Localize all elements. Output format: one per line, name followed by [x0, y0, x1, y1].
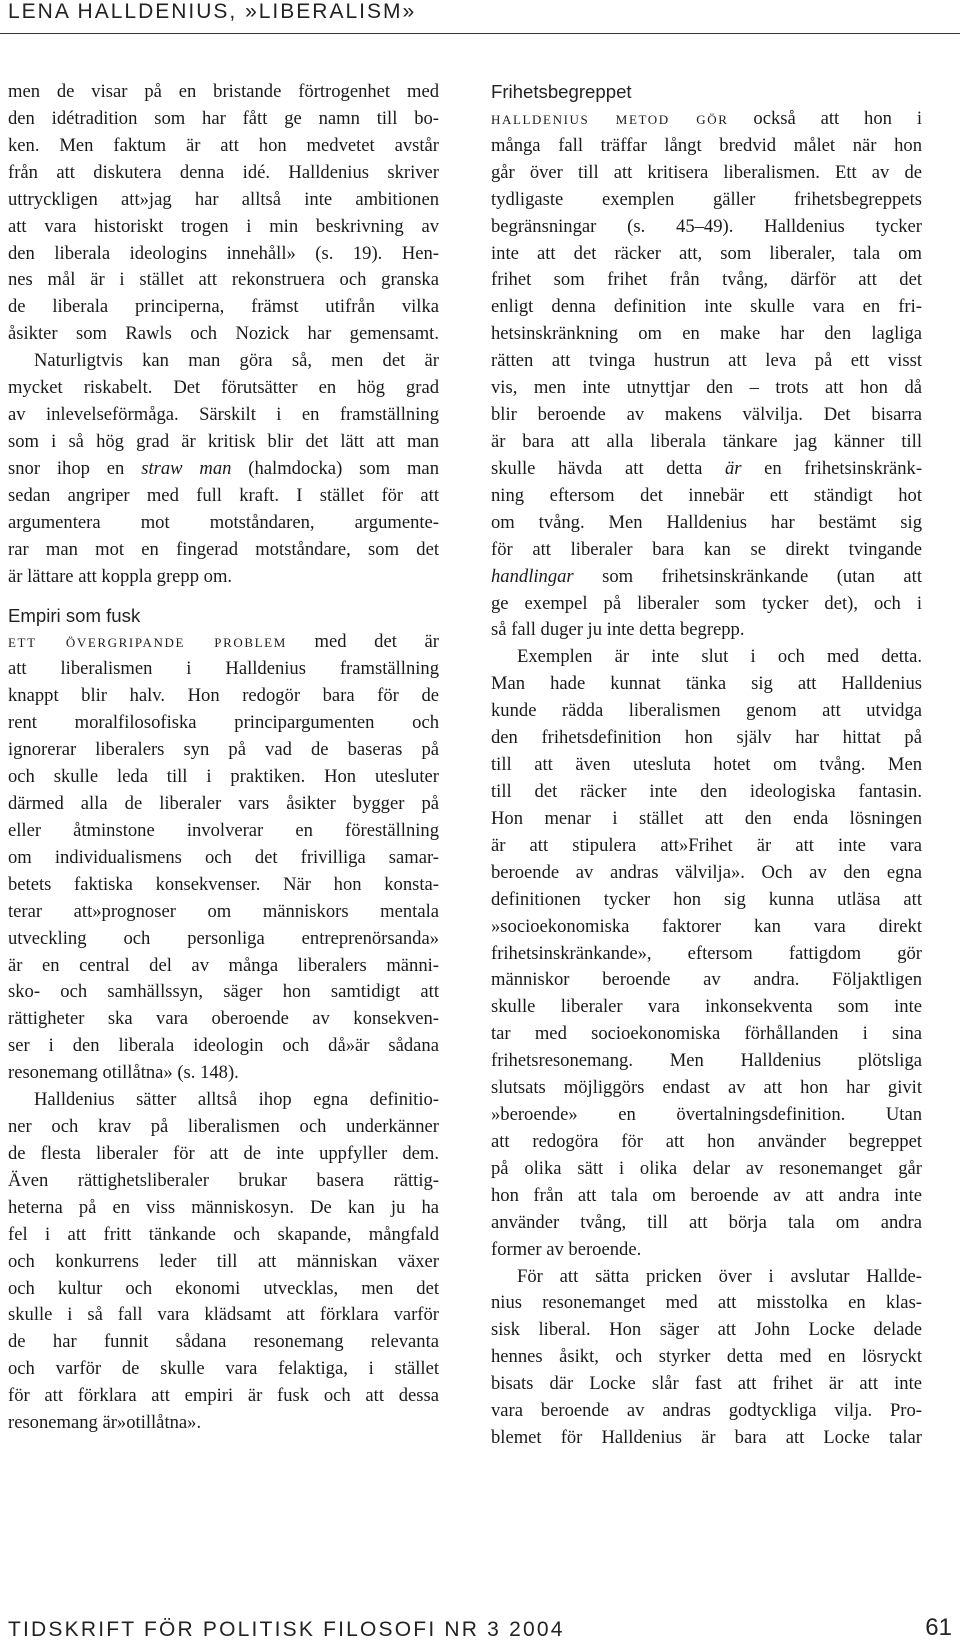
- right-column: [491, 79, 922, 1452]
- lead-in: halldenius metod gör: [491, 107, 729, 129]
- text-line: beroende av andras välvilja». Och av den egna: [491, 861, 922, 883]
- emphasis: handlingar: [491, 565, 574, 587]
- text-line: sedan angriper med full kraft. I stället för att: [8, 484, 439, 506]
- text-line: ge exempel på liberaler som tycker det), och i: [491, 592, 922, 614]
- text-fragment: en frihetsinskränk-: [741, 457, 922, 479]
- text-line: och skulle leda till i praktiken. Hon utesluter: [8, 766, 439, 788]
- text-line: till att även utesluta hotet om tvång. Men: [491, 754, 922, 776]
- text-line: mycket riskabelt. Det förutsätter en hög grad: [8, 377, 439, 399]
- text-line: För att sätta pricken över i avslutar Hallde-: [517, 1265, 922, 1287]
- text-line: så fall duger ju inte detta begrepp.: [491, 619, 745, 641]
- text-line: tydligaste exemplen gäller frihetsbegreppets: [491, 188, 922, 210]
- text-line: frihet som frihet från tvång, därför att det: [491, 269, 922, 291]
- text-line: rent moralfilosofiska principargumenten och: [8, 712, 439, 734]
- text-line: Naturligtvis kan man göra så, men det är: [34, 350, 439, 372]
- text-line: att liberalismen i Halldenius framställning: [8, 658, 439, 680]
- text-line: Även rättighetsliberaler brukar basera rättig-: [8, 1169, 439, 1191]
- text-fragment: (halmdocka) som man: [231, 457, 439, 479]
- text-line: resonemang är»otillåtna».: [8, 1412, 202, 1434]
- text-line: rättigheter ska vara oberoende av konsekven-: [8, 1008, 439, 1030]
- text-line: ner och krav på liberalismen och underkänner: [8, 1116, 439, 1138]
- text-line: bisats där Locke slår fast att frihet är att inte: [491, 1373, 922, 1395]
- lead-in: ett övergripande problem: [8, 631, 287, 653]
- text-line: om tvång. Men Halldenius har bestämt sig: [491, 511, 922, 533]
- text-line: de liberala principerna, främst utifrån vilka: [8, 296, 439, 318]
- text-line: många fall träffar långt bredvid målet när hon: [491, 134, 922, 156]
- text-line: åsikter som Rawls och Nozick har gemensamt.: [8, 323, 439, 345]
- text-line: uttryckligen att»jag har alltså inte ambitionen: [8, 188, 439, 210]
- text-line: [491, 456, 922, 483]
- text-line: hetsinskränkning om en make har den lagliga: [491, 323, 922, 345]
- text-line: är bara att alla liberala tänkare jag känner till: [491, 430, 922, 452]
- text-line: men de visar på en bristande förtrogenhet med: [8, 81, 439, 102]
- text-line: hennes åsikt, och styrker detta med en lösryckt: [491, 1346, 922, 1368]
- section-heading: Empiri som fusk: [8, 604, 141, 626]
- text-line: betets faktiska konsekvenser. När hon konsta-: [8, 873, 439, 895]
- text-line: utveckling och personliga entreprenörsanda»: [8, 927, 439, 949]
- text-fragment: som frihetsinskränkande (utan att: [573, 565, 922, 587]
- text-line: enligt denna definition inte skulle vara en fri-: [491, 296, 922, 318]
- text-line: Halldenius sätter alltså ihop egna definitio-: [34, 1089, 439, 1111]
- text-line: går över till att kritisera liberalismen. Ett av de: [491, 161, 922, 183]
- text-line: [491, 564, 922, 591]
- text-line: de flesta liberaler för att de inte uppfyller dem.: [8, 1142, 439, 1164]
- text-line: av inlevelseförmåga. Särskilt i en framställning: [8, 404, 439, 426]
- text-line: sko- och samhällssyn, säger hon samtidigt att: [8, 981, 439, 1003]
- text-line: som i så hög grad är kritisk blir det lätt att man: [8, 430, 439, 452]
- text-line: och konkurrens leder till att människan växer: [8, 1250, 439, 1272]
- text-line: blemet för Halldenius är bara att Locke talar: [491, 1427, 922, 1449]
- text-line: rätten att tvinga hustrun att leva på ett visst: [491, 350, 922, 372]
- text-line: vis, men inte utnyttjar den – trots att hon då: [491, 377, 922, 399]
- journal-footer: TIDSKRIFT FÖR POLITISK FILOSOFI NR 3 2004: [8, 1618, 565, 1641]
- text-line: till det räcker inte den ideologiska fantasin.: [491, 780, 922, 802]
- text-line: den frihetsdefinition hon själv har hittat på: [491, 727, 922, 749]
- text-line: rar man mot en fingerad motståndare, som det: [8, 538, 439, 560]
- text-line: heterna på en viss människosyn. De kan ju ha: [8, 1196, 439, 1218]
- emphasis: straw man: [141, 457, 232, 479]
- text-line: sisk liberal. Hon säger att John Locke delade: [491, 1319, 922, 1341]
- text-line: använder tvång, till att börja tala om andra: [491, 1211, 922, 1233]
- text-line: [8, 456, 439, 483]
- text-line: ken. Men faktum är att hon medvetet avstår: [8, 134, 439, 156]
- text-line: och kultur och ekonomi utvecklas, men det: [8, 1277, 439, 1299]
- text-line: Exemplen är inte slut i och med detta.: [517, 646, 922, 668]
- text-line: nes mål är i stället att rekonstruera och granska: [8, 269, 439, 291]
- text-line: Hon menar i stället att den enda lösningen: [491, 807, 922, 829]
- text-fragment: också att hon i: [728, 107, 922, 129]
- text-line: de har funnit sådana resonemang relevanta: [8, 1331, 439, 1353]
- text-line: »beroende» en övertalningsdefinition. Utan: [491, 1104, 922, 1126]
- text-line: på olika sätt i olika delar av resonemanget går: [491, 1157, 922, 1179]
- text-line: argumentera mot motståndaren, argumente-: [8, 511, 439, 533]
- left-column: [8, 79, 439, 1437]
- text-line: skulle i så fall vara klädsamt att förklara varför: [8, 1304, 439, 1326]
- text-line: Man hade kunnat tänka sig att Halldenius: [491, 673, 922, 695]
- section-heading: Frihetsbegreppet: [491, 81, 632, 102]
- text-fragment: snor ihop en: [8, 457, 142, 479]
- text-line: ning eftersom det innebär ett ständigt hot: [491, 484, 922, 506]
- text-line: begränsningar (s. 45–49). Halldenius tycker: [491, 215, 922, 237]
- text-line: skulle liberaler vara inkonsekventa som inte: [491, 996, 922, 1018]
- text-line: vara beroende av andras godtyckliga vilja. Pro-: [491, 1400, 922, 1422]
- text-line: från att diskutera denna idé. Halldenius skriver: [8, 161, 439, 183]
- text-line: är en central del av många liberalers männi-: [8, 954, 439, 976]
- text-line: den idétradition som har fått ge namn till bo-: [8, 107, 439, 129]
- text-line: frihetsresonemang. Men Halldenius plötsliga: [491, 1050, 922, 1072]
- text-line: resonemang otillåtna» (s. 148).: [8, 1062, 239, 1084]
- text-line: och varför de skulle vara felaktiga, i stället: [8, 1358, 439, 1380]
- text-line: kunde rädda liberalismen genom att utvidga: [491, 700, 922, 722]
- text-line: [8, 629, 439, 656]
- text-line: fel i att fritt tänkande och skapande, mångfald: [8, 1223, 439, 1245]
- text-fragment: med det är: [286, 631, 439, 653]
- text-line: terar att»prognoser om människors mentala: [8, 900, 439, 922]
- text-line: är att stipulera att»Frihet är att inte vara: [491, 834, 922, 856]
- text-line: därmed alla de liberaler vars åsikter bygger på: [8, 792, 439, 814]
- text-line: är lättare att koppla grepp om.: [8, 565, 233, 587]
- text-line: definitionen tycker hon sig kunna utläsa att: [491, 888, 922, 910]
- text-line: att redogöra för att hon använder begreppet: [491, 1130, 922, 1152]
- text-line: ser i den liberala ideologin och då»är sådana: [8, 1035, 439, 1057]
- text-line: blir beroende av makens välvilja. Det bisarra: [491, 404, 922, 426]
- text-line: den liberala ideologins innehåll» (s. 19). Hen-: [8, 242, 439, 264]
- running-head: LENA HALLDENIUS, »LIBERALISM»: [8, 0, 417, 23]
- text-line: människor beroende av andra. Följaktligen: [491, 969, 922, 991]
- text-line: knappt blir halv. Hon redogör bara för de: [8, 685, 439, 707]
- text-line: ignorerar liberalers syn på vad de baseras på: [8, 739, 439, 761]
- page-number: 61: [925, 1614, 952, 1641]
- text-line: nius resonemanget med att misstolka en klas-: [491, 1292, 922, 1314]
- text-line: eller åtminstone involverar en föreställning: [8, 819, 439, 841]
- text-line: för att förklara att empiri är fusk och att dessa: [8, 1385, 439, 1407]
- text-line: frihetsinskränkande», eftersom fattigdom gör: [491, 942, 922, 964]
- text-line: tar med socioekonomiska förhållanden i sina: [491, 1023, 922, 1045]
- text-line: former av beroende.: [491, 1238, 642, 1260]
- header-rule: [0, 33, 960, 34]
- text-line: att vara historiskt trogen i min beskrivning av: [8, 215, 439, 237]
- text-line: »socioekonomiska faktorer kan vara direkt: [491, 915, 922, 937]
- text-line: för att liberaler bara kan se direkt tvingande: [491, 538, 922, 560]
- text-line: slutsats möjliggörs endast av att hon har givit: [491, 1077, 922, 1099]
- text-fragment: skulle hävda att detta: [491, 457, 725, 479]
- text-line: inte att det räcker att, som liberaler, tala om: [491, 242, 922, 264]
- emphasis: är: [724, 457, 742, 479]
- text-line: hon från att tala om beroende av att andra inte: [491, 1184, 922, 1206]
- text-line: om individualismens och det frivilliga samar-: [8, 846, 439, 868]
- text-line: [491, 106, 922, 133]
